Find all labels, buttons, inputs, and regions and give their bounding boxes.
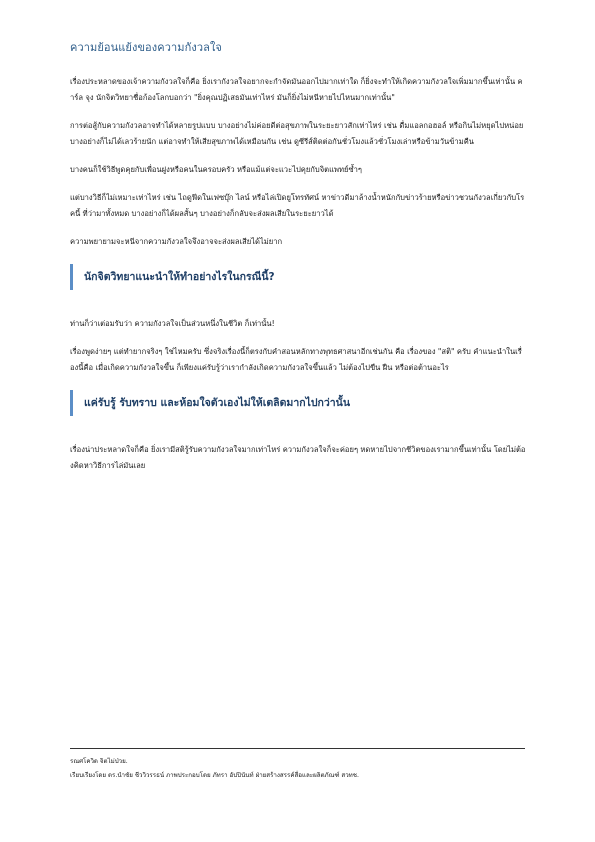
section-heading-1: นักจิตวิทยาแนะนำให้ทำอย่างไรในกรณีนี้?	[84, 271, 275, 283]
intro-paragraph-1: เรื่องประหลาดของเจ้าความกังวลใจก็คือ ยิ่งเรากังวลใจอยากจะกำจัดมันออกไปมากเท่าใด ก็ยิ่งจะทำให้เกิดความกังวลใจเพิ่มมากขึ้นเท่านั้น คาร์ล จุง นักจิตวิทยาชื่อก้องโลกบอกว่า "ยิ่งคุณปฏิเสธมันเท่าไหร่ มันก็ยิ่งไม่หนีหายไปไหนมากเท่านั้น"	[70, 77, 523, 102]
intro-paragraph-3: บางคนก็ใช้วิธีพูดคุยกับเพื่อนฝูงหรือคนในครอบครัว หรือแม้แต่จะแวะไปคุยกับจิตแพทย์ซ้ำๆ	[70, 165, 362, 174]
section2-paragraph-1: เรื่องน่าประหลาดใจก็คือ ยิ่งเรามีสติรู้รับความกังวลใจมากเท่าไหร่ ความกังวลใจก็จะค่อยๆ หดหายไปจากชีวิตของเรามากขึ้นเท่านั้น โดยไม่ต้องคิดหาวิธีการไล่มันเลย	[70, 445, 526, 470]
document-footer	[70, 748, 525, 783]
section-heading-block-2	[70, 390, 526, 416]
intro-paragraph-4: แต่บางวิธีก็ไม่เหมาะเท่าไหร่ เช่น ไถดูฟีดในเฟซบุ๊ก ไลน์ หรือไล่เปิดยูโทรทัศน์ หาข่าวดีมาล้างน้ำหนักกับข่าวร้ายหรือข่าวชวนกังวลเกี่ยวกับโรคนี้ ที่ว่ามาทั้งหมด บางอย่างก็ได้ผลสั้นๆ บางอย่างก็กลับจะส่งผลเสียในระยะยาวได้	[70, 193, 525, 218]
section1-paragraph-2: เรื่องพูดง่ายๆ แต่ทำยากจริงๆ ใช่ไหมครับ ซึ่งจริงเรื่องนี้ก็ตรงกับคำสอนหลักทางพุทธศาสนาอีกเช่นกัน คือ เรื่องของ "สติ" ครับ คำแนะนำในเรื่องนี้คือ เมื่อเกิดความกังวลใจขึ้น ก็เพียงแค่รับรู้ว่าเรากำลังเกิดความกังวลใจขึ้นแล้ว ไม่ต้องไปขืน ฝืน หรือต่อต้านอะไร	[70, 347, 522, 372]
document-title: ความย้อนแย้งของความกังวลใจ	[70, 41, 222, 54]
document-content	[70, 40, 526, 486]
footer-credits-line: เรียบเรียงโดย ดร.นำชัย ชีววิวรรธน์ ภาพประกอบโดย ภัทรา อัปปินันท์ ฝ่ายสร้างสรรค์สื่อและผลิตภัณฑ์ สวทช.	[70, 772, 359, 779]
footer-source-line: รณศโควิด จิตไม่ป่วย.	[70, 758, 128, 765]
footer-divider	[70, 748, 525, 749]
section1-paragraph-1: ท่านก็ว่าเต่อมรับว่า ความกังวลใจเป็นส่วนหนึ่งในชีวิต ก็เท่านั้น!	[70, 319, 275, 328]
section-heading-2: แค่รับรู้ รับทราบ และห้อมใจตัวเองไม่ให้เตลิดมากไปกว่านั้น	[84, 397, 351, 409]
intro-paragraph-2: การต่อสู้กับความกังวลอาจทำได้หลายรูปแบบ บางอย่างไม่ค่อยดีต่อสุขภาพในระยะยาวสักเท่าไหร่ เช่น ดื่มแอลกอฮอล์ หรือกินไม่หยุดไปหน่อย บางอย่างก็ไม่ได้เลวร้ายนัก แต่อาจทำให้เสียสุขภาพได้เหมือนกัน เช่น ดูซีรีส์ติดต่อกันชั่วโมงแล้วชั่วโมงเล่าหรือข้ามวันข้ามคืน	[70, 121, 524, 146]
section-heading-block-1	[70, 264, 526, 290]
intro-paragraph-5: ความพยายามจะหนีจากความกังวลใจจึงอาจจะส่งผลเสียได้ไม่ยาก	[70, 237, 283, 246]
